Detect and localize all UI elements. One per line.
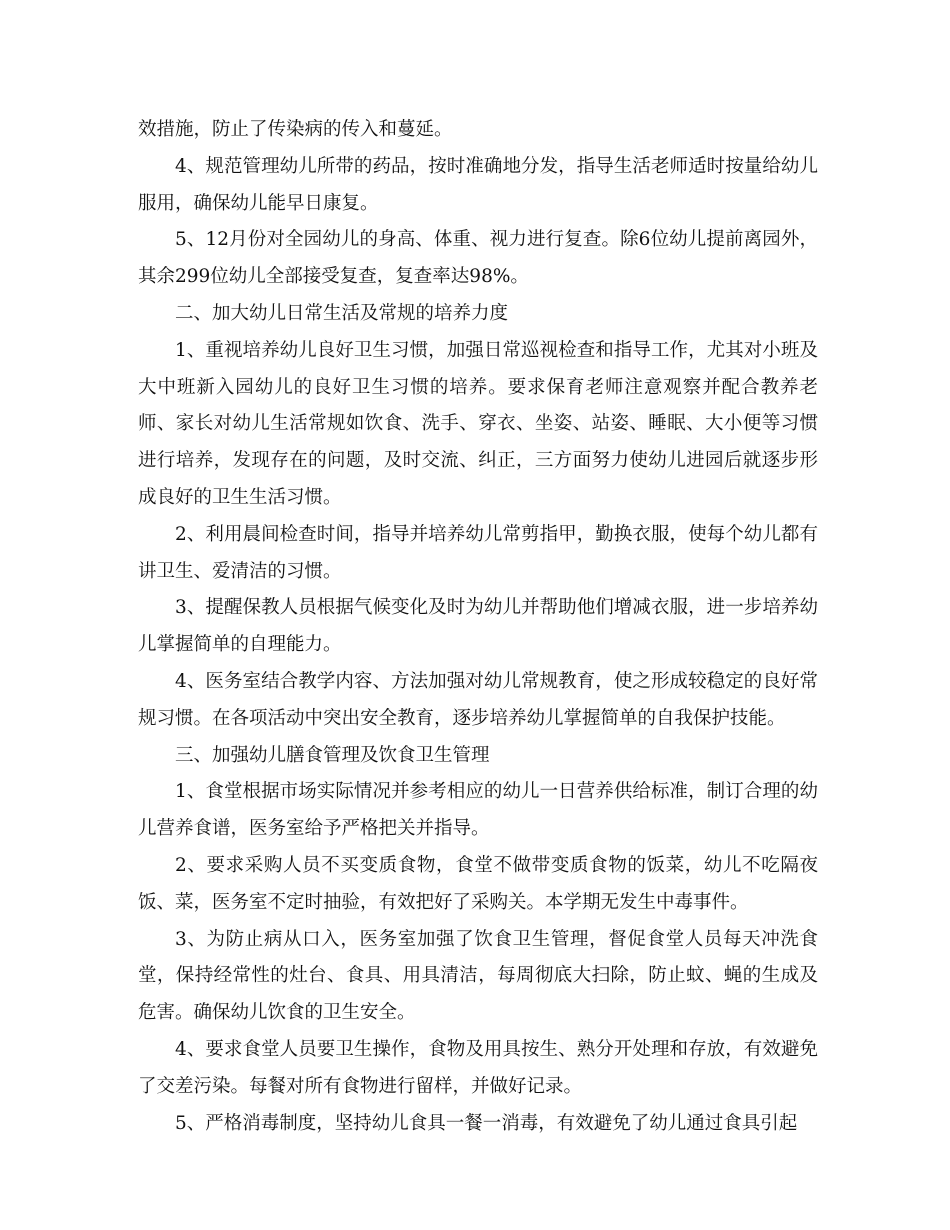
paragraph: 2、利用晨间检查时间，指导并培养幼儿常剪指甲，勤换衣服，使每个幼儿都有讲卫生、爱清洁的习惯。	[138, 523, 818, 582]
paragraph: 5、12月份对全园幼儿的身高、体重、视力进行复查。除6位幼儿提前离园外，其余299位幼儿全部接受复查，复查率达98%。	[138, 229, 818, 288]
section-heading: 二、加大幼儿日常生活及常规的培养力度	[175, 302, 509, 324]
paragraph: 5、严格消毒制度，坚持幼儿食具一餐一消毒，有效避免了幼儿通过食具引起	[175, 1112, 798, 1134]
document-body	[138, 112, 818, 1142]
paragraph: 3、提醒保教人员根据气候变化及时为幼儿并帮助他们增减衣服，进一步培养幼儿掌握简单的自理能力。	[138, 597, 818, 656]
section-heading: 三、加强幼儿膳食管理及饮食卫生管理	[175, 744, 490, 766]
paragraph: 效措施，防止了传染病的传入和蔓延。	[138, 119, 453, 140]
paragraph: 4、规范管理幼儿所带的药品，按时准确地分发，指导生活老师适时按量给幼儿服用，确保幼儿能早日康复。	[138, 155, 818, 214]
paragraph: 2、要求采购人员不买变质食物，食堂不做带变质食物的饭菜，幼儿不吃隔夜饭、菜，医务室不定时抽验，有效把好了采购关。本学期无发生中毒事件。	[138, 854, 818, 913]
paragraph: 4、要求食堂人员要卫生操作，食物及用具按生、熟分开处理和存放，有效避免了交差污染。每餐对所有食物进行留样，并做好记录。	[138, 1038, 818, 1097]
paragraph: 1、重视培养幼儿良好卫生习惯，加强日常巡视检查和指导工作，尤其对小班及大中班新入园幼儿的良好卫生习惯的培养。要求保育老师注意观察并配合教养老师、家长对幼儿生活常规如饮食、洗手、穿衣、坐姿、站姿、睡眠、大小便等习惯进行培养，发现存在的问题，及时交流、纠正，三方面努力使幼儿进园后就逐步形成良好的卫生生活习惯。	[138, 339, 818, 508]
paragraph: 1、食堂根据市场实际情况并参考相应的幼儿一日营养供给标准，制订合理的幼儿营养食谱，医务室给予严格把关并指导。	[138, 781, 818, 840]
paragraph: 4、医务室结合教学内容、方法加强对幼儿常规教育，使之形成较稳定的良好常规习惯。在各项活动中突出安全教育，逐步培养幼儿掌握简单的自我保护技能。	[138, 670, 818, 729]
paragraph: 3、为防止病从口入，医务室加强了饮食卫生管理，督促食堂人员每天冲洗食堂，保持经常性的灶台、食具、用具清洁，每周彻底大扫除，防止蚊、蝇的生成及危害。确保幼儿饮食的卫生安全。	[138, 928, 818, 1024]
